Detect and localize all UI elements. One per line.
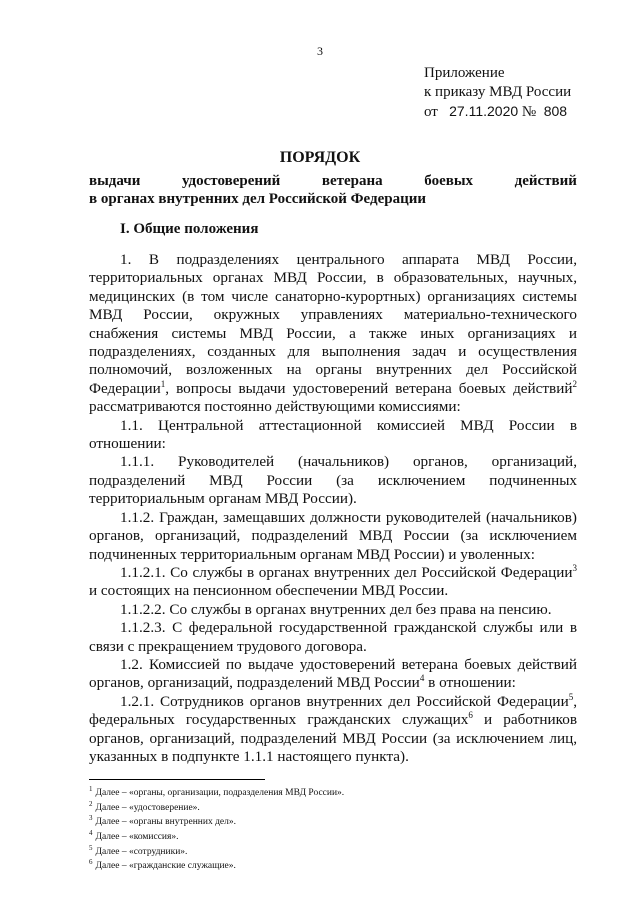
paragraph-1-2-1: 1.2.1. Сотрудников органов внутренних дел Российской Федерации$^5$, федеральных государственных гражданских служащих$^6$ и работников органов, организаций, подразделений МВД России (за исключением лиц, указанных в подпункте 1.1.1 настоящего пункта). bbox=[89, 691, 577, 765]
order-date: 27.11.2020 bbox=[449, 103, 519, 119]
footnote: $^3$ Далее – «органы внутренних дел». bbox=[89, 814, 237, 828]
footnotes bbox=[89, 784, 344, 872]
appendix-block bbox=[424, 64, 571, 122]
footnote-ref: 3 bbox=[572, 562, 577, 573]
appendix-line2: к приказу МВД России bbox=[424, 84, 572, 100]
appendix-line1: Приложение bbox=[424, 65, 505, 81]
paragraph-1-1-2-2: 1.1.2.2. Со службы в органах внутренних дел без права на пенсию. bbox=[120, 600, 552, 618]
date-prefix: от bbox=[424, 104, 438, 120]
footnote: $^2$ Далее – «удостоверение». bbox=[89, 799, 200, 813]
paragraph-1-1-1: 1.1.1. Руководителей (начальников) органов, организаций, подразделений МВД России (за исключением подчиненных территориальным органам МВД России). bbox=[89, 453, 577, 508]
subtitle-word: действий bbox=[514, 173, 577, 189]
paragraph-1-1-2-3: 1.1.2.3. С федеральной государственной гражданской службы или в связи с прекращением трудового договора. bbox=[89, 619, 577, 655]
footnote-ref: 6 bbox=[468, 710, 473, 721]
footnote: $^6$ Далее – «гражданские служащие». bbox=[89, 858, 236, 872]
order-number: 808 bbox=[543, 103, 568, 119]
footnote: $^1$ Далее – «органы, организации, подразделения МВД России». bbox=[89, 785, 345, 799]
footnote-ref: 1 bbox=[160, 378, 166, 389]
document-title: ПОРЯДОК bbox=[279, 149, 361, 166]
subtitle-word: удостоверений bbox=[182, 173, 281, 189]
subtitle-word: ветерана bbox=[321, 173, 383, 189]
footnote-ref: 4 bbox=[419, 673, 425, 684]
footnote: $^4$ Далее – «комиссия». bbox=[89, 828, 179, 843]
paragraph-1: 1. В подразделениях центрального аппарата МВД России, территориальных органах МВД России, в образовательных, научных, медицинских (в том числе санаторно-курортных) организациях системы МВД России, окружных управлениях материально-технического снабжения системы МВД России, а также иных организациях и подразделениях, созданных для выполнения задач и осуществления полномочий, возложенных на органы внутренних дел Российской Федерации$^1$, вопросы выдачи удостоверений ветерана боевых действий$^2$ рассматриваются постоянно действующими комиссиями: bbox=[89, 251, 577, 416]
page-number: 3 bbox=[317, 44, 323, 58]
subtitle-word: боевых bbox=[424, 173, 474, 189]
document-body bbox=[89, 251, 577, 766]
appendix-date-line bbox=[424, 102, 571, 122]
paragraph-1-1-2-1: 1.1.2.1. Со службы в органах внутренних дел Российской Федерации$^3$ и состоящих на пенсионном обеспечении МВД России. bbox=[89, 562, 577, 600]
paragraph-1-2: 1.2. Комиссией по выдаче удостоверений ветерана боевых действий органов, организаций, подразделений МВД России$^4$ в отношении: bbox=[89, 655, 577, 692]
subtitle-line1 bbox=[89, 172, 577, 191]
section-heading: I. Общие положения bbox=[120, 221, 259, 237]
footnote-ref: 5 bbox=[568, 691, 574, 702]
footnote: $^5$ Далее – «сотрудники». bbox=[89, 843, 188, 857]
footnote-separator bbox=[89, 779, 265, 780]
subtitle-word: выдачи bbox=[89, 173, 141, 189]
paragraph-1-1: 1.1. Центральной аттестационной комиссией МВД России в отношении: bbox=[89, 416, 577, 453]
footnote-ref: 2 bbox=[572, 378, 577, 389]
number-prefix: № bbox=[521, 104, 537, 120]
subtitle-line2: в органах внутренних дел Российской Федерации bbox=[89, 191, 427, 207]
paragraph-1-1-2: 1.1.2. Граждан, замещавших должности руководителей (начальников) органов, организаций, подразделений МВД России (за исключением подчиненных территориальным органам МВД России) и уволенных: bbox=[89, 508, 577, 563]
